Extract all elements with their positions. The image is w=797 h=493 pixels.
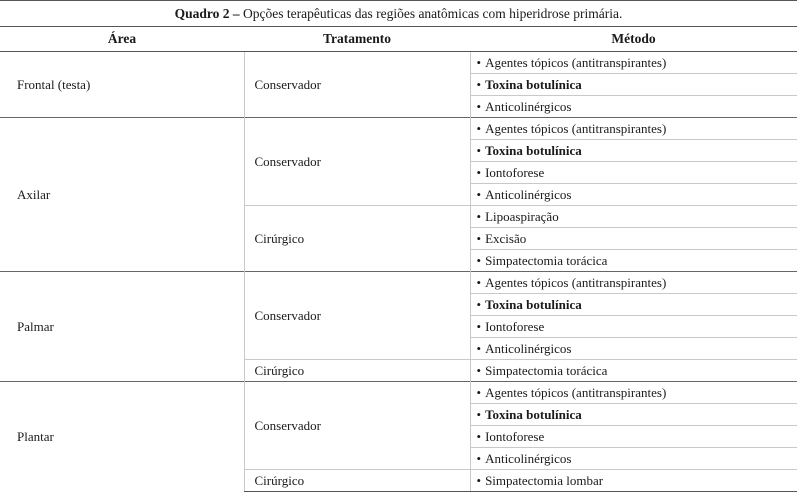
bullet-marker: • [476, 362, 482, 378]
method-text: Anticolinérgicos [485, 450, 572, 466]
method-cell [470, 96, 797, 118]
method-cell [470, 448, 797, 470]
bullet-marker: • [476, 120, 482, 136]
treatment-cell: Cirúrgico [244, 360, 470, 382]
bullet-marker: • [476, 252, 482, 268]
method-text: Anticolinérgicos [485, 186, 572, 202]
header-tratamento: Tratamento [244, 27, 470, 52]
bullet-marker: • [476, 230, 482, 246]
header-area: Área [0, 27, 244, 52]
table-row [0, 382, 797, 404]
bullet-marker: • [476, 142, 482, 158]
treatment-cell: Conservador [244, 118, 470, 206]
method-text: Excisão [485, 230, 527, 246]
method-cell [470, 382, 797, 404]
bullet-marker: • [476, 472, 482, 488]
method-cell [470, 470, 797, 492]
method-cell [470, 316, 797, 338]
bullet-marker: • [476, 406, 482, 422]
bullet-marker: • [476, 186, 482, 202]
treatment-cell: Conservador [244, 52, 470, 118]
method-cell [470, 228, 797, 250]
method-text: Simpatectomia lombar [485, 472, 604, 488]
bullet-marker: • [476, 318, 482, 334]
table-row [0, 52, 797, 74]
method-text: Agentes tópicos (antitranspirantes) [485, 384, 667, 400]
method-text: Toxina botulínica [485, 76, 582, 92]
method-cell [470, 118, 797, 140]
method-text: Simpatectomia torácica [485, 252, 608, 268]
method-text: Iontoforese [485, 428, 545, 444]
table-body [0, 52, 797, 492]
method-cell [470, 404, 797, 426]
method-cell [470, 162, 797, 184]
bullet-marker: • [476, 384, 482, 400]
method-cell [470, 74, 797, 96]
header-metodo: Método [470, 27, 797, 52]
bullet-marker: • [476, 54, 482, 70]
bullet-marker: • [476, 98, 482, 114]
bullet-marker: • [476, 164, 482, 180]
method-cell [470, 206, 797, 228]
method-text: Simpatectomia torácica [485, 362, 608, 378]
method-cell [470, 338, 797, 360]
method-cell [470, 52, 797, 74]
method-text: Lipoaspiração [485, 208, 559, 224]
bullet-marker: • [476, 76, 482, 92]
table-row [0, 272, 797, 294]
method-text: Agentes tópicos (antitranspirantes) [485, 274, 667, 290]
method-text: Toxina botulínica [485, 296, 582, 312]
treatment-cell: Cirúrgico [244, 470, 470, 492]
bullet-marker: • [476, 208, 482, 224]
area-cell: Palmar [0, 272, 244, 382]
bullet-marker: • [476, 450, 482, 466]
method-cell [470, 140, 797, 162]
treatment-cell: Cirúrgico [244, 206, 470, 272]
method-cell [470, 272, 797, 294]
header-row [0, 27, 797, 52]
method-text: Anticolinérgicos [485, 98, 572, 114]
method-text: Iontoforese [485, 164, 545, 180]
caption-text: Opções terapêuticas das regiões anatômicas com hiperidrose primária. [243, 6, 623, 21]
method-text: Agentes tópicos (antitranspirantes) [485, 54, 667, 70]
bullet-marker: • [476, 296, 482, 312]
method-text: Iontoforese [485, 318, 545, 334]
method-cell [470, 250, 797, 272]
bullet-marker: • [476, 274, 482, 290]
table-row [0, 118, 797, 140]
method-text: Anticolinérgicos [485, 340, 572, 356]
method-cell [470, 184, 797, 206]
treatment-cell: Conservador [244, 272, 470, 360]
area-cell: Frontal (testa) [0, 52, 244, 118]
method-text: Agentes tópicos (antitranspirantes) [485, 120, 667, 136]
method-text: Toxina botulínica [485, 142, 582, 158]
area-cell: Axilar [0, 118, 244, 272]
method-cell [470, 294, 797, 316]
area-cell: Plantar [0, 382, 244, 492]
table-caption [0, 0, 797, 27]
method-text: Toxina botulínica [485, 406, 582, 422]
caption-label: Quadro 2 – [174, 6, 240, 21]
method-cell [470, 426, 797, 448]
treatment-cell: Conservador [244, 382, 470, 470]
therapy-table [0, 27, 797, 492]
method-cell [470, 360, 797, 382]
bullet-marker: • [476, 340, 482, 356]
bullet-marker: • [476, 428, 482, 444]
